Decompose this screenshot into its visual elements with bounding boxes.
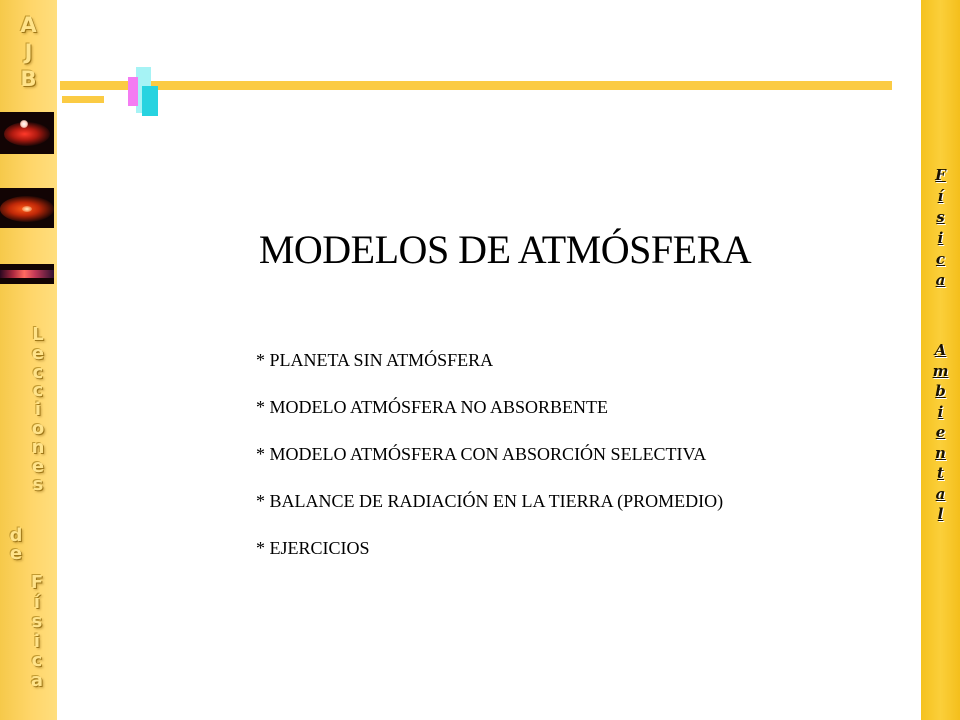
list-item: * MODELO ATMÓSFERA CON ABSORCIÓN SELECTIVA xyxy=(256,444,707,464)
list-item: * PLANETA SIN ATMÓSFERA xyxy=(256,350,494,370)
de-text: d e xyxy=(9,525,23,564)
de-label xyxy=(6,527,26,563)
decor-square-cyan xyxy=(142,86,158,116)
fisica-left-text: F í s i c a xyxy=(30,572,44,691)
fisica-right-label xyxy=(921,165,960,291)
list-item: * BALANCE DE RADIACIÓN EN LA TIERRA (PROMEDIO) xyxy=(256,491,724,511)
header-line xyxy=(60,81,892,90)
lecciones-label xyxy=(28,326,48,495)
ambiental-right-text: A m b i e n t a l xyxy=(932,341,949,523)
ajb-logo-text: A J B xyxy=(20,13,37,91)
fisica-right-text: F í s i c a xyxy=(935,166,946,289)
list-item: * MODELO ATMÓSFERA NO ABSORBENTE xyxy=(256,397,609,417)
list-item: * EJERCICIOS xyxy=(256,538,370,558)
ajb-logo xyxy=(0,12,57,93)
fisica-left-label xyxy=(27,573,47,690)
ambiental-right-label xyxy=(921,340,960,525)
lecciones-text: L e c c i o n e s xyxy=(31,324,45,496)
sidebar-thumbnail-2 xyxy=(0,188,54,228)
slide-title: MODELOS DE ATMÓSFERA xyxy=(258,227,752,272)
decor-square-pink xyxy=(128,77,138,106)
topic-list xyxy=(256,348,723,583)
sidebar-thumbnail-3 xyxy=(0,264,54,284)
header-line-short xyxy=(62,96,104,103)
sidebar-thumbnail-1 xyxy=(0,112,54,154)
